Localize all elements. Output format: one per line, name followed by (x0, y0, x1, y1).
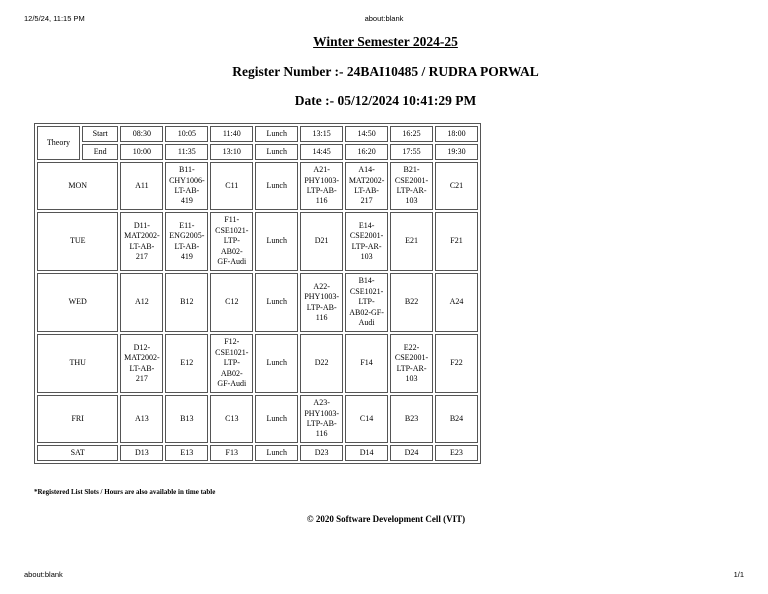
end-time-cell: 17:55 (390, 144, 433, 160)
slot-cell: A23- PHY1003- LTP-AB- 116 (300, 395, 343, 443)
day-label: TUE (37, 212, 118, 271)
end-time-cell: Lunch (255, 144, 298, 160)
slot-cell: D13 (120, 445, 163, 461)
slot-cell: D21 (300, 212, 343, 271)
slot-cell: D22 (300, 334, 343, 393)
end-time-cell: 14:45 (300, 144, 343, 160)
slot-cell: Lunch (255, 334, 298, 393)
slot-cell: E11- ENG2005- LT-AB- 419 (165, 212, 208, 271)
end-time-cell: 13:10 (210, 144, 253, 160)
slot-cell: E14- CSE2001- LTP-AR- 103 (345, 212, 388, 271)
day-label: MON (37, 162, 118, 210)
slot-cell: A24 (435, 273, 478, 332)
slot-cell: B21- CSE2001- LTP-AR- 103 (390, 162, 433, 210)
slot-cell: B13 (165, 395, 208, 443)
end-time-row (37, 144, 478, 160)
end-time-cell: 16:20 (345, 144, 388, 160)
semester-title: Winter Semester 2024-25 (313, 34, 458, 49)
end-time-cell: 11:35 (165, 144, 208, 160)
day-row-mon (37, 162, 478, 210)
slot-cell: B12 (165, 273, 208, 332)
theory-label: Theory (37, 126, 80, 160)
slot-cell: D24 (390, 445, 433, 461)
start-time-cell: 10:05 (165, 126, 208, 142)
start-time-cell: Lunch (255, 126, 298, 142)
slot-cell: Lunch (255, 273, 298, 332)
start-time-cell: 16:25 (390, 126, 433, 142)
end-time-cell: 10:00 (120, 144, 163, 160)
register-number-line: Register Number :- 24BAI10485 / RUDRA PORWAL (232, 64, 539, 79)
day-row-fri (37, 395, 478, 443)
day-row-sat (37, 445, 478, 461)
slot-cell: Lunch (255, 212, 298, 271)
day-row-wed (37, 273, 478, 332)
end-label: End (82, 144, 119, 160)
start-label: Start (82, 126, 119, 142)
start-time-row (37, 126, 478, 142)
print-page-number: 1/1 (733, 570, 744, 579)
slot-cell: B14- CSE1021- LTP- AB02-GF- Audi (345, 273, 388, 332)
start-time-cell: 13:15 (300, 126, 343, 142)
slot-cell: A13 (120, 395, 163, 443)
slot-cell: E23 (435, 445, 478, 461)
slot-cell: Lunch (255, 395, 298, 443)
slot-cell: F13 (210, 445, 253, 461)
day-row-thu (37, 334, 478, 393)
slot-cell: C14 (345, 395, 388, 443)
slot-cell: F21 (435, 212, 478, 271)
slot-cell: Lunch (255, 445, 298, 461)
slot-cell: E13 (165, 445, 208, 461)
day-label: SAT (37, 445, 118, 461)
slot-cell: F12- CSE1021- LTP- AB02- GF-Audi (210, 334, 253, 393)
day-label: FRI (37, 395, 118, 443)
slot-cell: C13 (210, 395, 253, 443)
day-row-tue (37, 212, 478, 271)
slot-cell: F11- CSE1021- LTP- AB02- GF-Audi (210, 212, 253, 271)
slot-cell: B22 (390, 273, 433, 332)
slot-cell: E12 (165, 334, 208, 393)
slot-cell: B24 (435, 395, 478, 443)
registered-slots-footnote: *Registered List Slots / Hours are also available in time table (34, 488, 216, 496)
slot-cell: Lunch (255, 162, 298, 210)
print-footer (24, 570, 744, 582)
slot-cell: C21 (435, 162, 478, 210)
print-footer-url: about:blank (24, 570, 63, 579)
slot-cell: C12 (210, 273, 253, 332)
slot-cell: D11- MAT2002- LT-AB- 217 (120, 212, 163, 271)
copyright-line: © 2020 Software Development Cell (VIT) (306, 514, 466, 524)
slot-cell: E21 (390, 212, 433, 271)
start-time-cell: 08:30 (120, 126, 163, 142)
date-line: Date :- 05/12/2024 10:41:29 PM (294, 93, 477, 108)
print-page-title: about:blank (364, 14, 404, 23)
slot-cell: A22- PHY1003- LTP-AB- 116 (300, 273, 343, 332)
start-time-cell: 18:00 (435, 126, 478, 142)
timetable (34, 123, 481, 464)
slot-cell: A11 (120, 162, 163, 210)
slot-cell: E22- CSE2001- LTP-AR- 103 (390, 334, 433, 393)
slot-cell: A12 (120, 273, 163, 332)
slot-cell: D14 (345, 445, 388, 461)
day-label: WED (37, 273, 118, 332)
slot-cell: F14 (345, 334, 388, 393)
slot-cell: B11- CHY1006- LT-AB- 419 (165, 162, 208, 210)
slot-cell: D12- MAT2002- LT-AB- 217 (120, 334, 163, 393)
slot-cell: F22 (435, 334, 478, 393)
slot-cell: C11 (210, 162, 253, 210)
slot-cell: A14- MAT2002- LT-AB- 217 (345, 162, 388, 210)
end-time-cell: 19:30 (435, 144, 478, 160)
start-time-cell: 11:40 (210, 126, 253, 142)
day-label: THU (37, 334, 118, 393)
start-time-cell: 14:50 (345, 126, 388, 142)
slot-cell: B23 (390, 395, 433, 443)
print-datetime: 12/5/24, 11:15 PM (24, 14, 85, 23)
print-header (24, 14, 744, 26)
slot-cell: D23 (300, 445, 343, 461)
slot-cell: A21- PHY1003- LTP-AB- 116 (300, 162, 343, 210)
